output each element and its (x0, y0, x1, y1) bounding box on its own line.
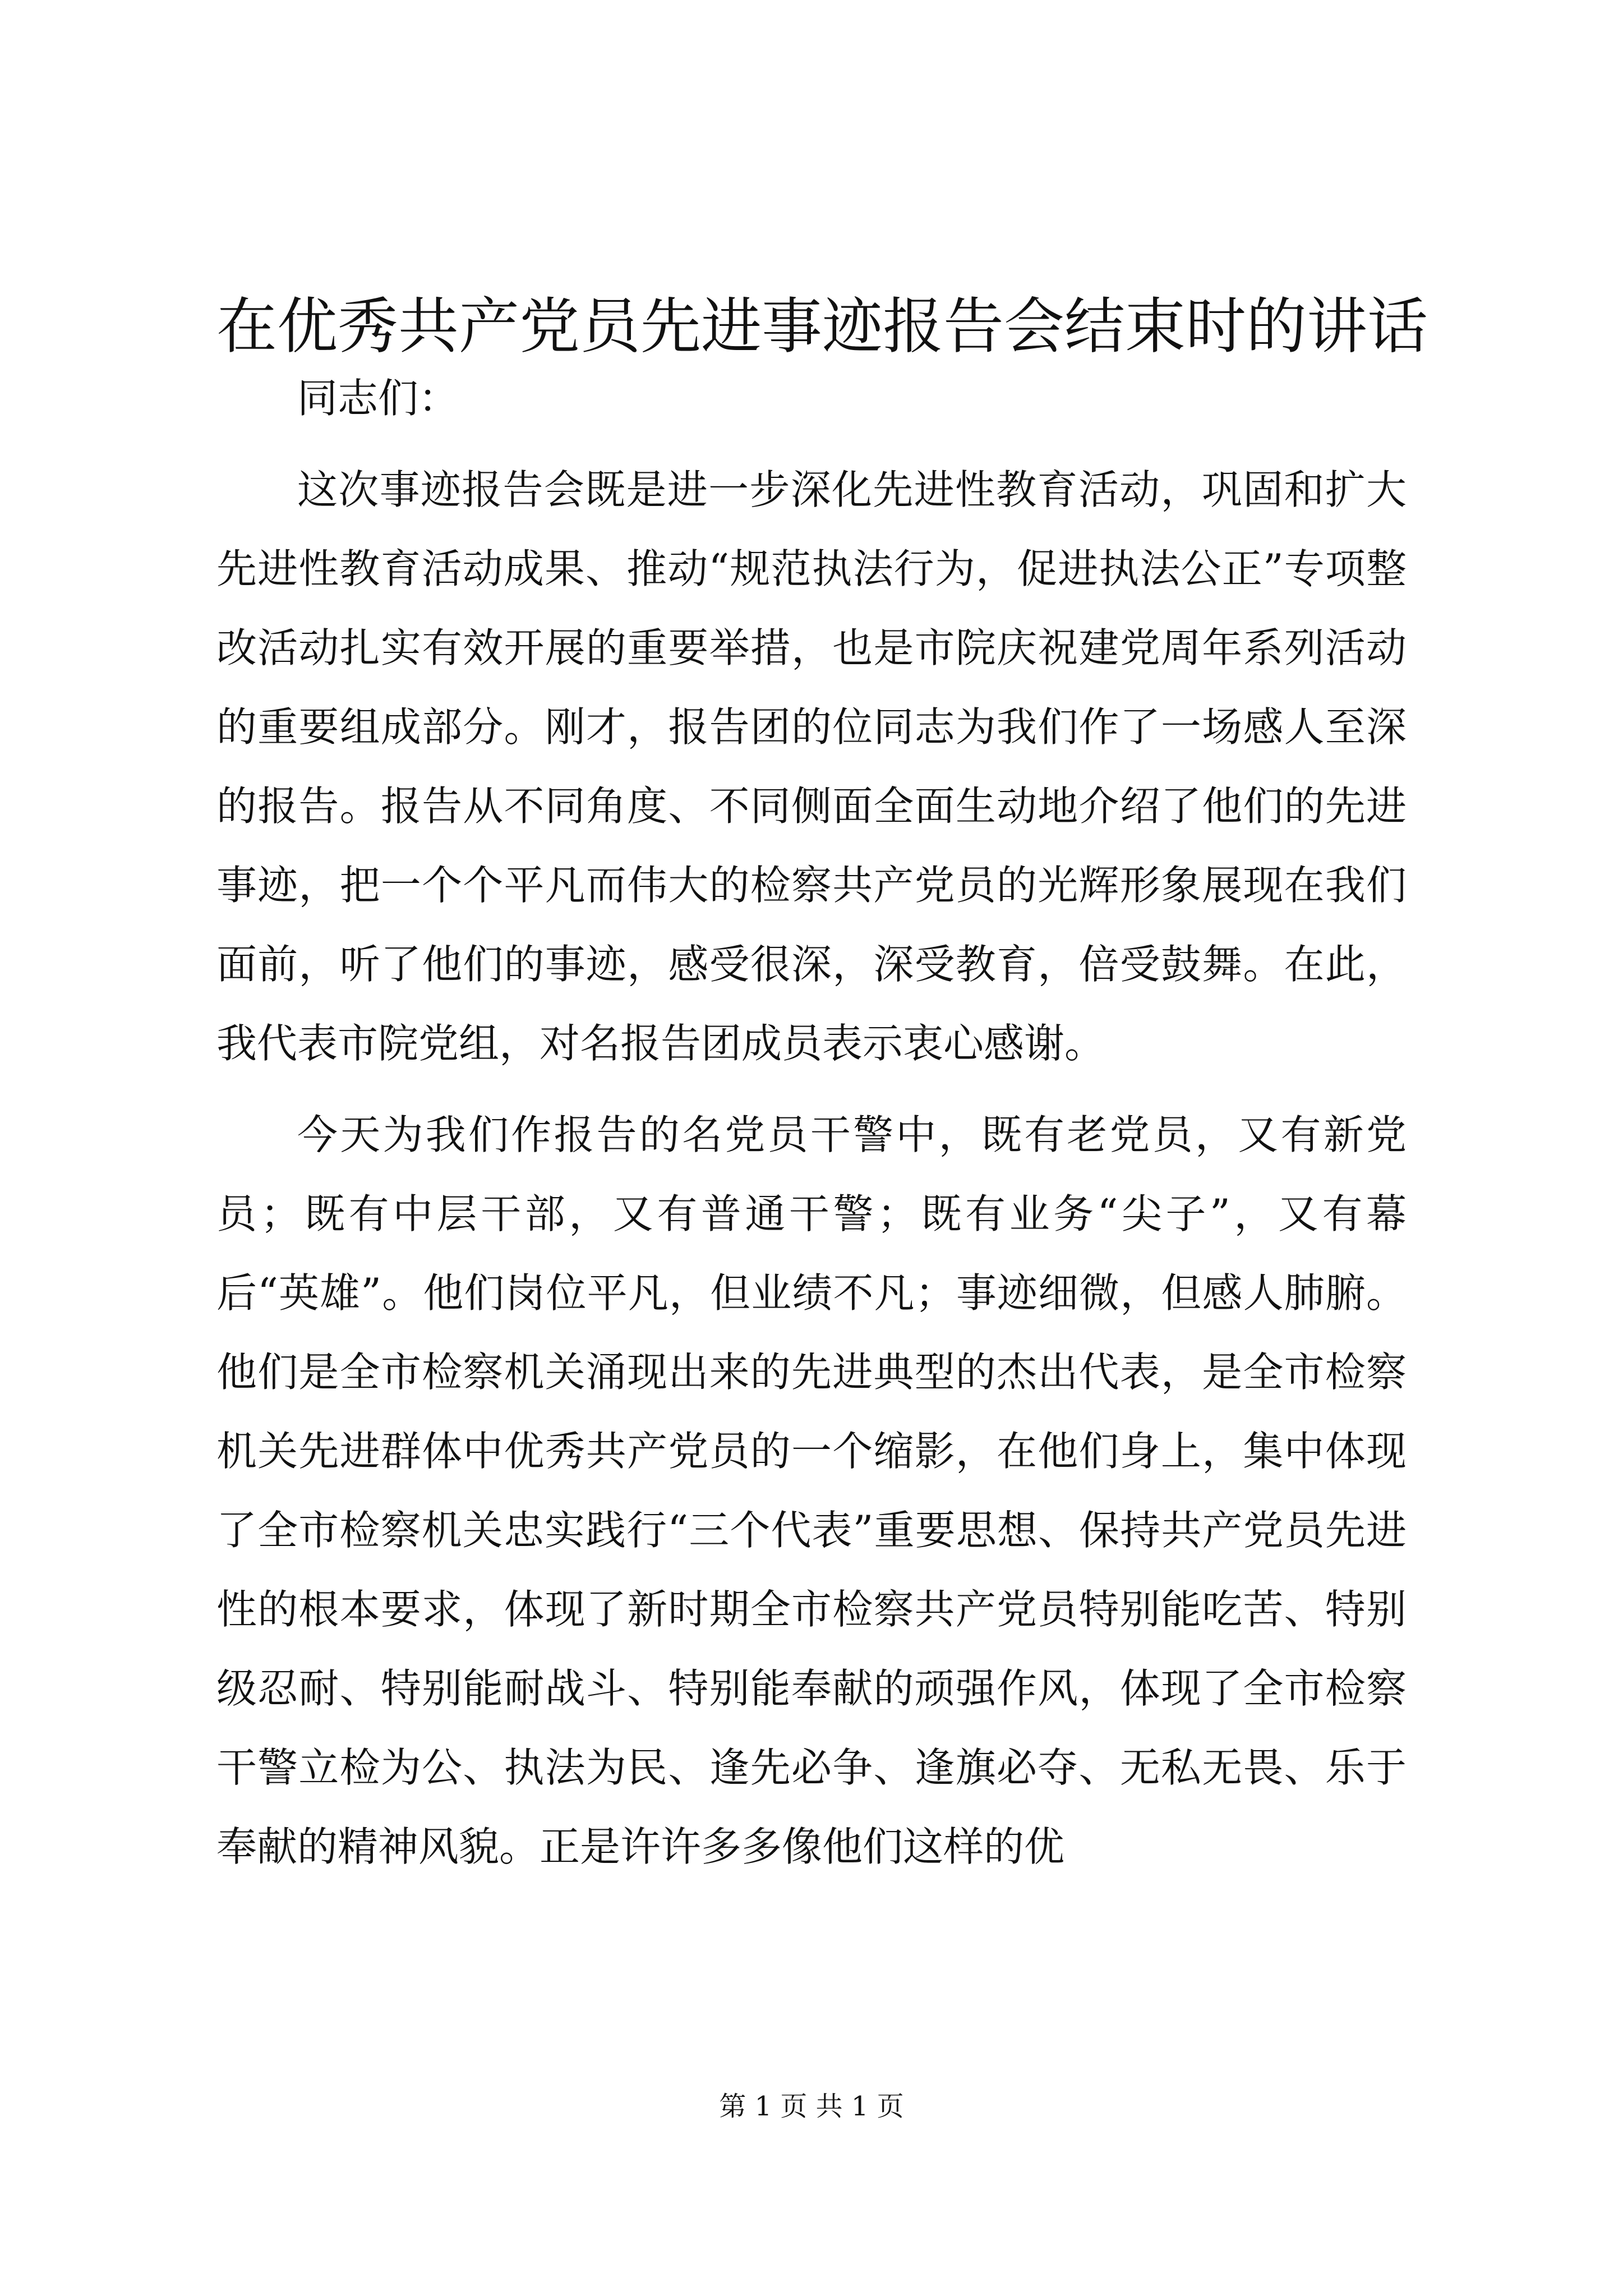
page-footer: 第 1 页 共 1 页 (719, 2091, 904, 2122)
document-title: 在优秀共产党员先进事迹报告会结束时的讲话 (216, 292, 1428, 362)
paragraph-1: 这次事迹报告会既是进一步深化先进性教育活动，巩固和扩大先进性教育活动成果、推动“规范执法行为，促进执法公正”专项整改活动扎实有效开展的重要举措，也是市院庆祝建党周年系列活动的重要组成部分。刚才，报告团的位同志为我们作了一场感人至深的报告。报告从不同角度、不同侧面全面生动地介绍了他们的先进事迹，把一个个平凡而伟大的检察共产党员的光辉形象展现在我们面前，听了他们的事迹，感受很深，深受教育，倍受鼓舞。在此，我代表市院党组，对名报告团成员表示衷心感谢。 (216, 466, 1407, 1067)
salutation: 同志们： (297, 375, 459, 422)
document-body (216, 359, 1407, 1899)
paragraph-2: 今天为我们作报告的名党员干警中，既有老党员，又有新党员；既有中层干部，又有普通干警；既有业务“尖子”，又有幕后“英雄”。他们岗位平凡，但业绩不凡；事迹细微，但感人肺腑。他们是全市检察机关涌现出来的先进典型的杰出代表，是全市检察机关先进群体中优秀共产党员的一个缩影，在他们身上，集中体现了全市检察机关忠实践行“三个代表”重要思想、保持共产党员先进性的根本要求，体现了新时期全市检察共产党员特别能吃苦、特别级忍耐、特别能耐战斗、特别能奉献的顽强作风，体现了全市检察干警立检为公、执法为民、逢先必争、逢旗必夺、无私无畏、乐于奉献的精神风貌。正是许许多多像他们这样的优 (216, 1111, 1407, 1870)
